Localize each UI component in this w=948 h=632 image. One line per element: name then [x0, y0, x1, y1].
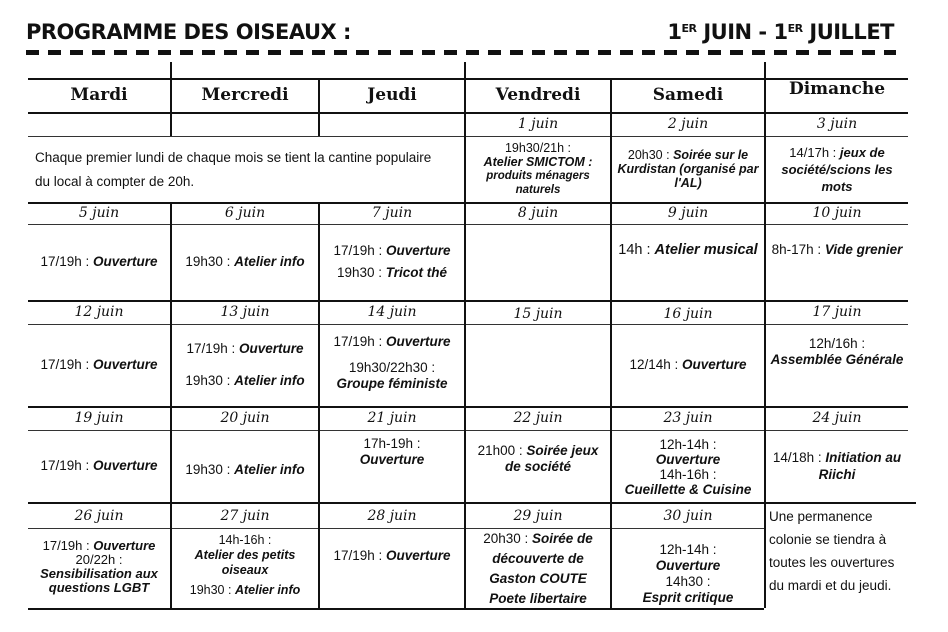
date-label: 27 juin: [220, 508, 270, 524]
date-label: 2 juin: [667, 116, 709, 132]
header-samedi: Samedi: [652, 85, 724, 105]
end-day: 1: [773, 20, 788, 44]
header-vendredi: Vendredi: [495, 85, 581, 105]
event-time: 19h30 :: [336, 265, 382, 280]
date-label: 24 juin: [812, 410, 862, 426]
event-time: 17h-19h :: [363, 436, 421, 451]
date-label: 12 juin: [74, 304, 124, 320]
date-label: 8 juin: [517, 205, 559, 221]
event-time: 19h30/22h30 :: [348, 360, 436, 375]
date-label: 30 juin: [663, 508, 713, 524]
event-time: 19h30 :: [185, 254, 231, 269]
event-time: 17/19h :: [333, 243, 383, 258]
event-ouverture-samedi: [612, 324, 764, 406]
event-time: 12h-14h :: [659, 542, 717, 557]
event-title: Vide grenier: [824, 242, 903, 257]
event-time: 14h30 :: [665, 574, 711, 589]
event-riichi: [766, 446, 908, 486]
date-label: 20 juin: [220, 410, 270, 426]
event-title: Soirée sur le Kurdistan (organisé par l'AL): [617, 148, 759, 190]
event-ouverture: [28, 430, 170, 502]
header-dimanche: Dimanche: [788, 79, 886, 99]
end-sup: ER: [787, 22, 803, 35]
event-time: 19h30 :: [185, 373, 231, 388]
event-title: Ouverture: [239, 341, 304, 356]
event-title: Ouverture: [93, 254, 158, 269]
date-range: [667, 20, 894, 44]
event-time: 14h :: [618, 242, 651, 258]
dashed-divider: [26, 50, 896, 55]
event-title: Cueillette & Cuisine: [624, 482, 752, 497]
date-label: 6 juin: [224, 205, 266, 221]
date-label: 7 juin: [371, 205, 413, 221]
event-time: 14h-16h :: [218, 532, 272, 547]
date-label: 17 juin: [812, 304, 862, 320]
event-title: Assemblée Générale: [770, 352, 904, 367]
event-title: Ouverture: [386, 334, 451, 349]
event-ouverture: [28, 324, 170, 406]
event-gaston-coute: [466, 530, 610, 608]
event-assemblee: [766, 332, 908, 372]
date-label: 14 juin: [367, 304, 417, 320]
event-title: Atelier info: [234, 462, 305, 477]
date-label: 15 juin: [513, 306, 563, 322]
event-time: 17/19h :: [40, 458, 90, 473]
date-label: 22 juin: [513, 410, 563, 426]
event-atelier-musical: [612, 228, 764, 272]
event-time: 21h00 :: [477, 443, 523, 458]
event-title: Ouverture: [93, 458, 158, 473]
start-sup: ER: [681, 22, 697, 35]
event-title: Atelier info: [234, 582, 301, 597]
date-label: 5 juin: [78, 205, 120, 221]
event-time: 12/14h :: [629, 357, 679, 372]
event-ouverture-jeudi: [320, 432, 464, 472]
event-saturday: [612, 432, 764, 502]
header-mercredi: Mercredi: [201, 85, 289, 105]
event-title: Ouverture: [386, 243, 451, 258]
event-time: 19h30 :: [189, 582, 232, 597]
event-wednesday: [172, 324, 318, 406]
event-title: Ouverture: [682, 357, 747, 372]
event-kurdistan: [612, 136, 764, 202]
date-label: 10 juin: [812, 205, 862, 221]
event-title: Ouverture: [93, 357, 158, 372]
header-jeudi: Jeudi: [367, 85, 417, 105]
event-atelier-info: [172, 224, 318, 300]
event-thursday: [320, 224, 464, 300]
event-tuesday: [28, 532, 170, 602]
grid-line: [28, 528, 764, 529]
grid-line: [28, 608, 764, 610]
event-time: 12h/16h :: [808, 336, 866, 351]
event-time: 17/19h :: [333, 334, 383, 349]
event-title: Groupe féministe: [336, 376, 448, 391]
date-label: 13 juin: [220, 304, 270, 320]
date-label: 29 juin: [513, 508, 563, 524]
event-time: 20h30 :: [627, 148, 670, 162]
event-time: 14/17h :: [789, 144, 837, 160]
date-label: 28 juin: [367, 508, 417, 524]
event-title: Ouverture: [93, 538, 156, 553]
event-wednesday: [172, 532, 318, 598]
date-separator: -: [758, 20, 767, 44]
event-title: Sensibilisation aux questions LGBT: [40, 566, 158, 595]
event-title: Atelier SMICTOM :: [483, 155, 593, 169]
schedule-grid: [28, 62, 916, 610]
date-label: 16 juin: [663, 306, 713, 322]
event-title: Atelier info: [234, 254, 305, 269]
date-label: 3 juin: [816, 116, 858, 132]
event-time: 17/19h :: [42, 538, 90, 553]
event-title: Atelier des petits oiseaux: [194, 547, 296, 577]
end-month: JUILLET: [809, 20, 894, 44]
event-title: Soirée de découverte de Gaston COUTE Poete libertaire: [489, 531, 593, 606]
event-saturday: [612, 540, 764, 608]
event-time: 8h-17h :: [771, 242, 822, 257]
event-title: Ouverture: [655, 452, 721, 467]
date-label: 1 juin: [517, 116, 559, 132]
event-time: 20h30 :: [483, 531, 529, 546]
event-title: Initiation au Riichi: [818, 450, 902, 482]
event-title: Tricot thé: [385, 265, 448, 280]
date-label: 23 juin: [663, 410, 713, 426]
event-time: 17/19h :: [40, 357, 90, 372]
event-title: Atelier info: [234, 373, 305, 388]
event-title: Ouverture: [386, 548, 451, 563]
event-jeux: [766, 136, 908, 202]
page-title: PROGRAMME DES OISEAUX :: [26, 20, 351, 44]
event-time: 14h-16h :: [659, 467, 717, 482]
event-title: Ouverture: [359, 452, 425, 467]
event-time: 19h30 :: [185, 462, 231, 477]
event-time: 17/19h :: [333, 548, 383, 563]
event-title: jeux de société/scions les mots: [781, 144, 893, 194]
event-time: 14/18h :: [772, 450, 822, 465]
event-ouverture-jeudi: [320, 532, 464, 580]
start-day: 1: [667, 20, 682, 44]
start-month: JUIN: [703, 20, 752, 44]
event-ouverture: [28, 224, 170, 300]
event-title: Soirée jeux de société: [504, 443, 599, 474]
event-atelier-info: [172, 438, 318, 502]
header-mardi: Mardi: [70, 85, 128, 105]
event-time: 17/19h :: [40, 254, 90, 269]
event-soiree-jeux: [466, 442, 610, 476]
event-title: Ouverture: [655, 558, 721, 573]
event-time: 17/19h :: [186, 341, 236, 356]
event-vide-grenier: [766, 228, 908, 272]
date-label: 21 juin: [367, 410, 417, 426]
cantine-note: Chaque premier lundi de chaque mois se tient la cantine populaire du local à compter de 20h.: [35, 150, 432, 189]
event-thursday: [320, 324, 464, 406]
event-detail: produits ménagers naturels: [486, 170, 590, 196]
date-label: 19 juin: [74, 410, 124, 426]
date-label: 9 juin: [667, 205, 709, 221]
event-time: 12h-14h :: [659, 437, 717, 452]
date-label: 26 juin: [74, 508, 124, 524]
event-title: Esprit critique: [642, 590, 734, 605]
event-time: 20/22h :: [75, 552, 123, 567]
event-time: 19h30/21h :: [504, 141, 572, 155]
event-smictom: [466, 136, 610, 202]
event-title: Atelier musical: [654, 242, 758, 258]
permanence-note: Une permanence colonie se tiendra à toutes les ouvertures du mardi et du jeudi.: [769, 509, 895, 593]
